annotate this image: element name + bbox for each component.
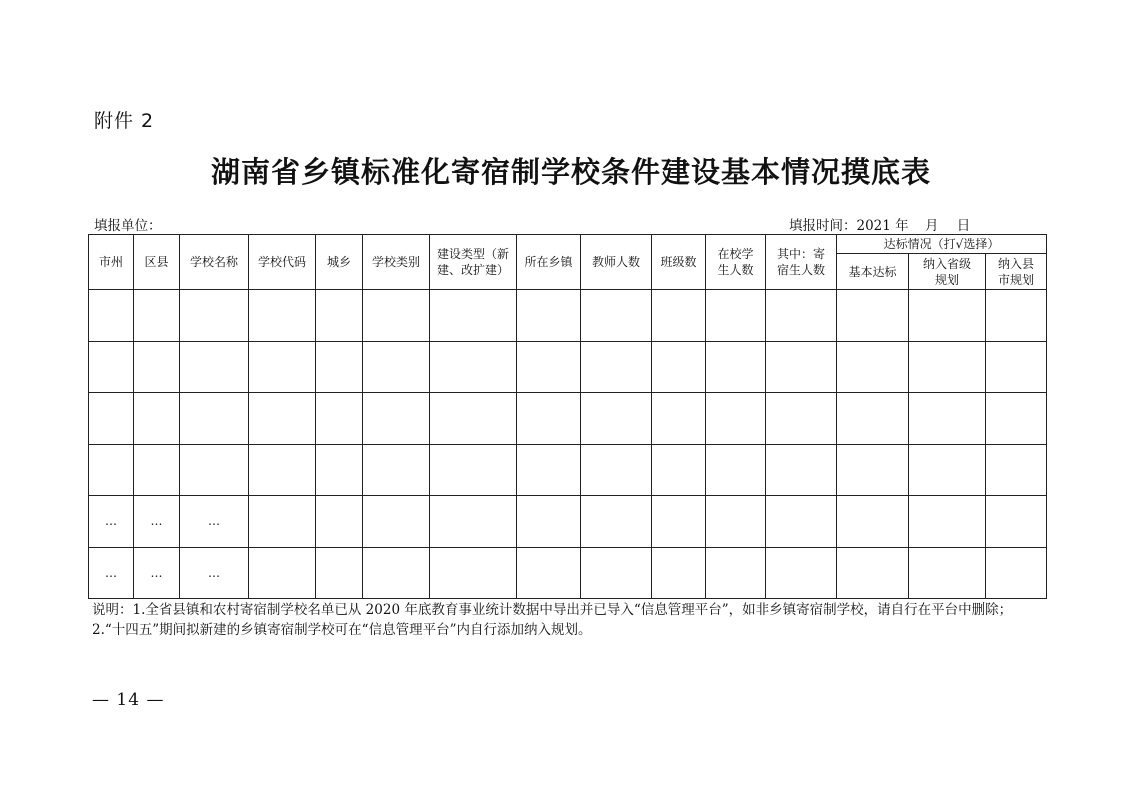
table-cell[interactable] <box>134 290 180 342</box>
table-cell[interactable] <box>837 444 909 496</box>
table-cell[interactable] <box>766 444 837 496</box>
header-school-type: 学校类别 <box>363 235 430 290</box>
table-cell[interactable] <box>766 393 837 445</box>
header-boarders: 其中：寄宿生人数 <box>766 235 837 290</box>
table-cell[interactable] <box>316 341 363 393</box>
table-cell[interactable] <box>249 496 316 548</box>
table-cell[interactable] <box>89 290 134 342</box>
header-urban-rural: 城乡 <box>316 235 363 290</box>
table-cell[interactable] <box>706 341 766 393</box>
table-cell[interactable] <box>363 496 430 548</box>
header-teachers: 教师人数 <box>581 235 652 290</box>
table-cell[interactable]: … <box>180 547 249 599</box>
table-cell[interactable] <box>430 444 517 496</box>
header-county-plan: 纳入县市规划 <box>986 254 1047 290</box>
table-cell[interactable]: … <box>134 496 180 548</box>
table-cell[interactable] <box>134 393 180 445</box>
table-cell[interactable] <box>249 290 316 342</box>
table-cell[interactable] <box>581 290 652 342</box>
table-cell[interactable] <box>517 444 581 496</box>
table-cell[interactable] <box>706 496 766 548</box>
header-classes: 班级数 <box>652 235 706 290</box>
table-cell[interactable] <box>909 496 986 548</box>
table-cell[interactable] <box>581 496 652 548</box>
header-county: 区县 <box>134 235 180 290</box>
table-cell[interactable] <box>706 444 766 496</box>
survey-table <box>88 234 1047 599</box>
table-cell[interactable] <box>89 444 134 496</box>
table-cell[interactable] <box>517 393 581 445</box>
table-cell[interactable] <box>706 290 766 342</box>
table-cell[interactable] <box>363 290 430 342</box>
table-cell[interactable] <box>89 341 134 393</box>
table-cell[interactable] <box>837 341 909 393</box>
table-cell[interactable] <box>180 290 249 342</box>
table-cell[interactable] <box>909 547 986 599</box>
notes: 说明：1.全省县镇和农村寄宿制学校名单已从 2020 年底教育事业统计数据中导出并已导入“信息管理平台”，如非乡镇寄宿制学校，请自行在平台中删除；2.“十四五”期间拟新建的乡镇寄宿制学校可在“信息管理平台”内自行添加纳入规划。 <box>92 602 1013 638</box>
table-cell[interactable] <box>986 444 1047 496</box>
header-provincial-plan: 纳入省级规划 <box>909 254 986 290</box>
table-row <box>89 393 1047 445</box>
header-build-type: 建设类型（新建、改扩建） <box>430 235 517 290</box>
table-cell[interactable] <box>363 393 430 445</box>
table-cell[interactable] <box>249 341 316 393</box>
table-row <box>89 290 1047 342</box>
table-cell[interactable] <box>581 341 652 393</box>
table-cell[interactable] <box>652 393 706 445</box>
header-students: 在校学生人数 <box>706 235 766 290</box>
table-cell[interactable] <box>134 341 180 393</box>
fill-date-month: 月 <box>924 218 939 234</box>
table-cell[interactable] <box>766 496 837 548</box>
header-school-code: 学校代码 <box>249 235 316 290</box>
table-cell[interactable] <box>837 393 909 445</box>
fill-date-day: 日 <box>956 218 971 234</box>
attachment-label: 附件 2 <box>94 110 155 132</box>
table-cell[interactable] <box>909 444 986 496</box>
table-cell[interactable] <box>837 496 909 548</box>
table-cell[interactable] <box>430 290 517 342</box>
table-cell[interactable] <box>909 341 986 393</box>
table-cell[interactable] <box>837 547 909 599</box>
table-cell[interactable] <box>986 496 1047 548</box>
table-cell[interactable] <box>316 393 363 445</box>
table-cell[interactable] <box>430 341 517 393</box>
table-cell[interactable]: … <box>89 496 134 548</box>
table-cell[interactable] <box>249 444 316 496</box>
fill-date <box>789 214 970 234</box>
table-cell[interactable] <box>316 444 363 496</box>
fill-date-label: 填报时间：2021 年 <box>789 218 909 234</box>
table-cell[interactable] <box>909 393 986 445</box>
page-number: — 14 — <box>92 690 165 710</box>
table-cell[interactable] <box>363 444 430 496</box>
header-compliance-group: 达标情况（打√选择） <box>837 235 1047 254</box>
table-cell[interactable]: … <box>180 496 249 548</box>
table-cell[interactable] <box>766 547 837 599</box>
table-cell[interactable] <box>706 547 766 599</box>
table-cell[interactable] <box>652 496 706 548</box>
table-cell[interactable] <box>837 290 909 342</box>
table-cell[interactable] <box>249 393 316 445</box>
table-cell[interactable] <box>986 290 1047 342</box>
table-cell[interactable] <box>180 444 249 496</box>
table-cell[interactable] <box>430 393 517 445</box>
table-cell[interactable] <box>363 547 430 599</box>
table-cell[interactable] <box>706 393 766 445</box>
header-basic-standard: 基本达标 <box>837 254 909 290</box>
table-cell[interactable] <box>652 290 706 342</box>
table-cell[interactable]: … <box>89 547 134 599</box>
table-cell[interactable] <box>986 547 1047 599</box>
table-cell[interactable] <box>517 341 581 393</box>
table-cell[interactable] <box>986 341 1047 393</box>
table-cell[interactable] <box>581 444 652 496</box>
table-cell[interactable] <box>430 547 517 599</box>
table-cell[interactable] <box>517 496 581 548</box>
header-city: 市州 <box>89 235 134 290</box>
table-cell[interactable] <box>581 393 652 445</box>
table-cell[interactable] <box>652 547 706 599</box>
table-cell[interactable] <box>986 393 1047 445</box>
table-cell[interactable] <box>316 290 363 342</box>
table-cell[interactable] <box>249 547 316 599</box>
table-cell[interactable]: … <box>134 547 180 599</box>
table-cell[interactable] <box>517 547 581 599</box>
table-cell[interactable] <box>766 341 837 393</box>
table-cell[interactable] <box>517 290 581 342</box>
page-title: 湖南省乡镇标准化寄宿制学校条件建设基本情况摸底表 <box>210 155 931 189</box>
header-school-name: 学校名称 <box>180 235 249 290</box>
table-row <box>89 547 1047 599</box>
table-cell[interactable] <box>363 341 430 393</box>
table-cell[interactable] <box>430 496 517 548</box>
table-cell[interactable] <box>316 547 363 599</box>
table-cell[interactable] <box>652 341 706 393</box>
table-cell[interactable] <box>134 444 180 496</box>
table-cell[interactable] <box>89 393 134 445</box>
table-cell[interactable] <box>766 290 837 342</box>
fill-unit-label: 填报单位： <box>94 218 162 234</box>
table-row <box>89 496 1047 548</box>
table-cell[interactable] <box>316 496 363 548</box>
table-row <box>89 444 1047 496</box>
header-township: 所在乡镇 <box>517 235 581 290</box>
table-cell[interactable] <box>180 393 249 445</box>
table-cell[interactable] <box>180 341 249 393</box>
table-cell[interactable] <box>581 547 652 599</box>
table-row <box>89 341 1047 393</box>
table-cell[interactable] <box>652 444 706 496</box>
table-cell[interactable] <box>909 290 986 342</box>
